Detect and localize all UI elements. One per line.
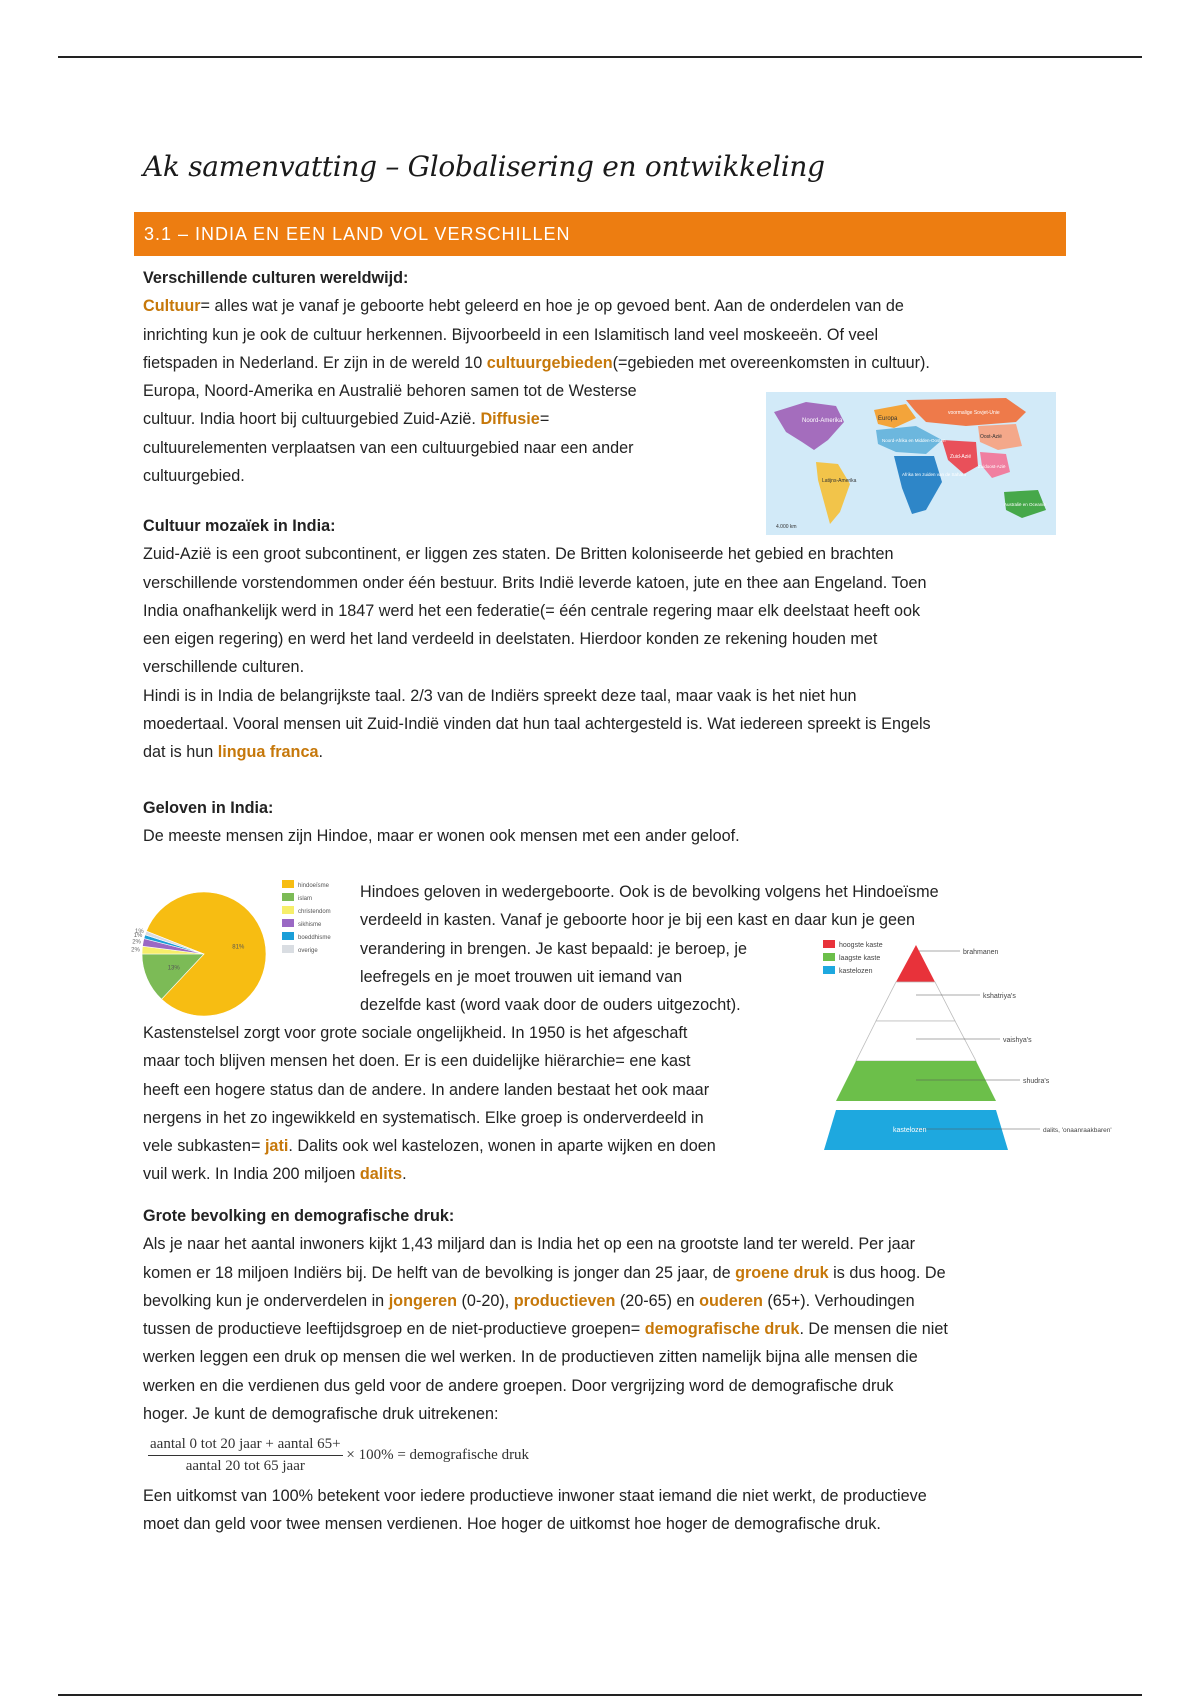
text-line: cultuurelementen verplaatsen van een cultuurgebied naar een ander — [143, 438, 634, 457]
heading-bevolking: Grote bevolking en demografische druk: — [143, 1207, 455, 1225]
pie-legend-swatch-boeddhisme — [282, 932, 294, 940]
map-label-sovjet: voormalige Sovjet-Unie — [948, 410, 1000, 416]
text-line: Als je naar het aantal inwoners kijkt 1,43 miljard dan is India het op een na grootste land ter wereld. Per jaar — [143, 1235, 916, 1254]
text-line: dat is hun — [143, 743, 218, 762]
formula-result: × 100% = demografische druk — [346, 1446, 530, 1463]
pie-legend-label-hindoeïsme: hindoeïsme — [298, 883, 330, 889]
term-dalits: dalits — [359, 1165, 403, 1184]
term-jongeren: jongeren — [388, 1291, 458, 1310]
pie-legend-swatch-islam — [282, 893, 294, 901]
text-line: is dus hoog. De — [828, 1263, 946, 1282]
pie-legend-swatch-christendom — [282, 906, 294, 914]
formula-fraction — [148, 1436, 343, 1475]
pie-label-hindoeïsme: 81% — [232, 944, 245, 951]
text-line: cultuur. India hoort bij cultuurgebied Zuid-Azië. — [143, 410, 481, 429]
pyramid-label-dalits: dalits, 'onaanraakbaren' — [1043, 1127, 1112, 1134]
pie-label-christendom: 2% — [131, 947, 140, 954]
document-title: Ak samenvatting – Globalisering en ontwikkeling — [143, 150, 825, 183]
legend-hoogste-kaste: hoogste kaste — [839, 942, 883, 949]
section-bevolking — [143, 1202, 1073, 1428]
text-line: Zuid-Azië is een groot subcontinent, er liggen zes staten. De Britten koloniseerde het gebied en brachten — [143, 545, 894, 564]
text-line: werken en die verdienen dus geld voor de andere groepen. Door vergrijzing word de demografische druk — [143, 1376, 894, 1395]
religion-pie-chart — [131, 868, 342, 1018]
section-header: 3.1 – INDIA EN EEN LAND VOL VERSCHILLEN — [134, 212, 1066, 256]
bottom-rule — [58, 1694, 1142, 1696]
text-line: dezelfde kast (word vaak door de ouders uitgezocht). — [360, 996, 741, 1015]
text-line: India onafhankelijk werd in 1847 werd het een federatie(= één centrale regering maar elk deelstaat heeft ook — [143, 601, 921, 620]
text-line: cultuurgebied. — [143, 467, 245, 486]
caste-text-left — [143, 1019, 803, 1189]
text-line: maar toch blijven mensen het doen. Er is een duidelijke hiërarchie= ene kast — [143, 1052, 691, 1071]
pyramid-label-kshatriyas: kshatriya's — [983, 993, 1016, 1000]
section-uitkomst — [143, 1482, 1073, 1539]
text-line: verschillende vorstendommen onder één bestuur. Brits Indië leverde katoen, jute en thee aan Engeland. Toen — [143, 573, 927, 592]
text-line: = alles wat je vanaf je geboorte hebt geleerd en hoe je op gevoed bent. Aan de onderdelen van de — [200, 297, 904, 316]
text-line: vuil werk. In India 200 miljoen — [143, 1165, 360, 1184]
term-cultuurgebieden: cultuurgebieden — [486, 353, 613, 372]
map-label-afrika: Afrika ten zuiden van de Sahara — [902, 472, 967, 477]
legend-laagste-kaste: laagste kaste — [839, 955, 881, 962]
text-line: een eigen regering) en werd het land verdeeld in deelstaten. Hierdoor konden ze rekening houden met — [143, 630, 878, 649]
pyramid-level-brahmanen — [896, 945, 935, 982]
text-line: hoger. Je kunt de demografische druk uitrekenen: — [143, 1405, 499, 1424]
pyramid-label-vaishyas: vaishya's — [1003, 1037, 1032, 1044]
term-demografische-druk: demografische druk — [644, 1320, 800, 1339]
formula-numerator: aantal 0 tot 20 jaar + aantal 65+ — [148, 1436, 343, 1456]
formula-denominator: aantal 20 tot 65 jaar — [185, 1458, 305, 1474]
map-label-zo-azie: Zuidoost-Azië — [978, 464, 1006, 469]
pie-legend-label-islam: islam — [298, 896, 313, 902]
pyramid-label-brahmanen: brahmanen — [963, 949, 999, 956]
map-label-europa: Europa — [878, 416, 898, 422]
text-line: . Dalits ook wel kastelozen, wonen in aparte wijken en doen — [288, 1137, 716, 1156]
text-line: nergens in het zo ingewikkeld en systematisch. Elke groep is onderverdeeld in — [143, 1108, 704, 1127]
legend-kastelozen: kastelozen — [839, 968, 873, 975]
heading-culturen: Verschillende culturen wereldwijd: — [143, 269, 409, 287]
caste-pyramid — [815, 935, 1115, 1155]
section-mozaiek — [143, 512, 1073, 767]
text-line: De meeste mensen zijn Hindoe, maar er wonen ook mensen met een ander geloof. — [143, 827, 740, 846]
map-label-latijns-amerika: Latijns-Amerika — [822, 478, 857, 484]
text-line: verdeeld in kasten. Vanaf je geboorte hoor je bij een kast en daar kun je geen — [360, 911, 915, 930]
text-line: moet dan geld voor twee mensen verdienen. Hoe hoger de uitkomst hoe hoger de demografische druk. — [143, 1515, 881, 1534]
text-line: verschillende culturen. — [143, 658, 305, 677]
pie-legend-swatch-overige — [282, 945, 294, 953]
top-rule — [58, 56, 1142, 58]
term-lingua-franca: lingua franca — [217, 743, 319, 762]
text-line: Hindoes geloven in wedergeboorte. Ook is de bevolking volgens het Hindoeïsme — [360, 883, 939, 901]
map-label-australie: Australië en Oceanië — [1004, 502, 1046, 507]
term-diffusie: Diffusie — [480, 410, 540, 429]
pie-legend-label-boeddhisme: boeddhisme — [298, 935, 331, 941]
term-cultuur: Cultuur — [143, 297, 201, 316]
text-line: heeft een hogere status dan de andere. In andere landen bestaat het ook maar — [143, 1080, 710, 1099]
text-line: Kastenstelsel zorgt voor grote sociale ongelijkheid. In 1950 is het afgeschaft — [143, 1024, 688, 1042]
term-jati: jati — [264, 1137, 289, 1156]
map-scale: 4.000 km — [776, 524, 797, 530]
map-label-zuid-azie: Zuid-Azië — [950, 454, 972, 460]
demographic-pressure-formula — [148, 1436, 529, 1475]
text-line: komen er 18 miljoen Indiërs bij. De helft van de bevolking is jonger dan 25 jaar, de — [143, 1263, 736, 1282]
text-line: (20-65) en — [615, 1291, 700, 1310]
text-line: (0-20), — [457, 1291, 514, 1310]
text-line: . — [402, 1165, 407, 1184]
text-line: = — [539, 410, 550, 429]
pie-label-sikhisme: 2% — [132, 939, 141, 946]
text-line: vele subkasten= — [143, 1137, 265, 1156]
pie-label-islam: 13% — [167, 965, 180, 972]
pyramid-level-vaishyas — [856, 1021, 976, 1061]
text-line: tussen de productieve leeftijdsgroep en de niet-productieve groepen= — [143, 1320, 645, 1339]
text-line: inrichting kun je ook de cultuur herkennen. Bijvoorbeeld in een Islamitisch land veel moskeeën. Of veel — [143, 325, 879, 344]
map-label-oost-azie: Oost-Azië — [980, 434, 1002, 440]
text-line: Europa, Noord-Amerika en Australië behoren samen tot de Westerse — [143, 382, 637, 401]
pyramid-inner-label: kastelozen — [893, 1127, 927, 1134]
section-geloven — [143, 794, 1063, 851]
pyramid-label-shudras: shudra's — [1023, 1078, 1050, 1085]
term-ouderen: ouderen — [699, 1291, 763, 1310]
heading-mozaiek: Cultuur mozaïek in India: — [143, 517, 336, 535]
text-line: moedertaal. Vooral mensen uit Zuid-Indië vinden dat hun taal achtergesteld is. Wat iedereen spreekt is Engels — [143, 715, 931, 734]
map-label-noord-afrika: Noord-Afrika en Midden-Oosten — [882, 438, 946, 443]
term-productieven: productieven — [513, 1291, 616, 1310]
pie-legend-label-overige: overige — [298, 948, 318, 954]
pie-legend-swatch-hindoeïsme — [282, 880, 294, 888]
text-line: verandering in brengen. Je kast bepaald: je beroep, je — [360, 939, 747, 958]
text-line: . — [318, 743, 323, 762]
term-groene-druk: groene druk — [735, 1263, 829, 1282]
pie-legend-label-sikhisme: sikhisme — [298, 922, 322, 928]
pyramid-level-kshatriyas — [876, 982, 955, 1021]
text-line: leefregels en je moet trouwen uit iemand van — [360, 967, 683, 986]
map-label-noord-amerika: Noord-Amerika — [802, 418, 843, 424]
pie-legend-swatch-sikhisme — [282, 919, 294, 927]
text-line: werken leggen een druk op mensen die wel werken. In de productieven zitten namelijk bijna alle mensen die — [143, 1348, 918, 1367]
pie-label-boeddhisme: 1% — [133, 933, 143, 940]
text-line: bevolking kun je onderverdelen in — [143, 1291, 389, 1310]
pie-label-overige: 1% — [135, 928, 144, 935]
text-line: (65+). Verhoudingen — [762, 1291, 915, 1310]
pie-legend-label-christendom: christendom — [298, 909, 331, 915]
text-line: Een uitkomst van 100% betekent voor iedere productieve inwoner staat iemand die niet werkt, de productieve — [143, 1487, 927, 1505]
heading-geloven: Geloven in India: — [143, 799, 274, 817]
text-line: fietspaden in Nederland. Er zijn in de wereld 10 — [143, 353, 487, 372]
text-line: . De mensen die niet — [799, 1320, 948, 1339]
pyramid-level-shudras — [836, 1061, 996, 1101]
text-line: Hindi is in India de belangrijkste taal. 2/3 van de Indiërs spreekt deze taal, maar vaak is het niet hun — [143, 686, 857, 705]
text-line: (=gebieden met overeenkomsten in cultuur). — [612, 353, 930, 372]
